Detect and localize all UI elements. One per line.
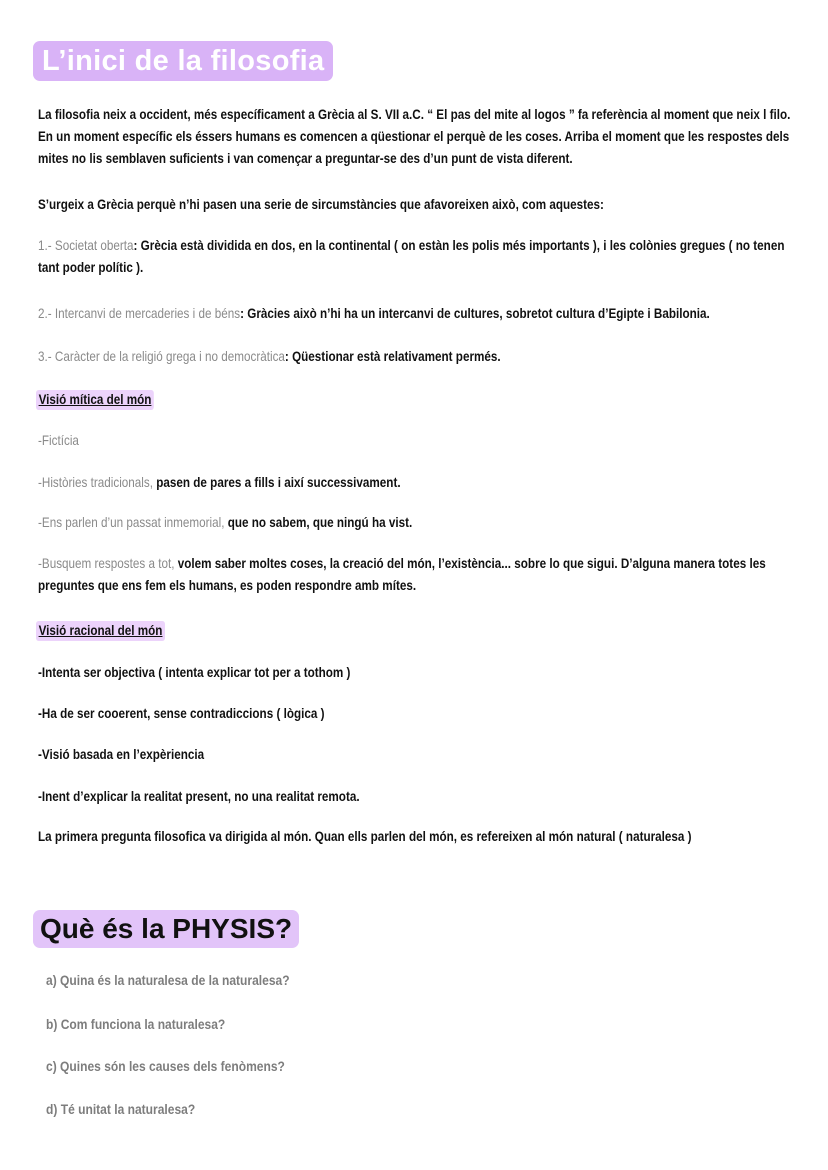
rational-item: -Ha de ser cooerent, sense contradiccions ( lògica )	[38, 706, 325, 721]
question-item: a) Quina és la naturalesa de la naturalesa?	[46, 972, 290, 988]
mythic-text: pasen de pares a fills i així successivament.	[152, 475, 401, 490]
circumstance-label: 2.- Intercanvi de mercaderies i de béns	[38, 306, 241, 321]
first-question-paragraph: La primera pregunta filosofica va dirigida al món. Quan ells parlen del món, es refereixen al món natural ( naturalesa )	[38, 829, 692, 844]
rational-item: -Inent d’explicar la realitat present, no una realitat remota.	[38, 789, 360, 804]
circumstance-text: : Grècia està dividida en dos, en la continental ( on estàn les polis més importants ), i les colònies gregues ( no tenen tant poder polític ).	[38, 238, 785, 275]
mythic-label: -Busquem respostes a tot,	[38, 556, 175, 571]
mythic-label: -Històries tradicionals,	[38, 475, 153, 490]
rational-heading: Visió racional del món	[36, 621, 165, 641]
mythic-heading: Visió mítica del món	[36, 390, 154, 410]
mythic-label: -Ens parlen d’un passat inmemorial,	[38, 515, 225, 530]
mythic-label: -Fictícia	[38, 433, 79, 448]
rational-item: -Intenta ser objectiva ( intenta explicar tot per a tothom )	[38, 665, 351, 680]
question-item: c) Quines són les causes dels fenòmens?	[46, 1058, 285, 1074]
intro-paragraph: La filosofia neix a occident, més específicament a Grècia al S. VII a.C. “ El pas del mite al logos ” fa referència al moment que neix l filo. En un moment específic els éssers humans es comencen a qüestionar el perquè de les coses. Arriba el moment que les respostes dels mites no lis semblaven suficients i van començar a preguntar-se des d’un punt de vista diferent.	[38, 107, 791, 166]
mythic-text: que no sabem, que ningú ha vist.	[224, 515, 413, 530]
rational-item: -Visió basada en l’expèriencia	[38, 747, 205, 762]
circumstance-label: 1.- Societat oberta	[38, 238, 134, 253]
circumstance-item	[38, 346, 798, 368]
question-item: b) Com funciona la naturalesa?	[46, 1016, 226, 1032]
circumstance-item	[38, 303, 798, 325]
mythic-text: volem saber moltes coses, la creació del món, l’existència... sobre lo que sigui. D’alguna manera totes les preguntes que ens fem els humans, es poden respondre amb mítes.	[38, 556, 766, 593]
mythic-item	[38, 430, 798, 452]
question-item: d) Té unitat la naturalesa?	[46, 1101, 196, 1117]
reason-paragraph: S’urgeix a Grècia perquè n’hi pasen una serie de sircumstàncies que afavoreixen això, com aquestes:	[38, 197, 604, 212]
circumstance-item	[38, 235, 798, 279]
section-title: Què és la PHYSIS?	[33, 910, 299, 948]
page-title: L’inici de la filosofia	[33, 41, 333, 81]
circumstance-label: 3.- Caràcter de la religió grega i no democràtica	[38, 349, 285, 364]
circumstance-text: : Gràcies això n’hi ha un intercanvi de cultures, sobretot cultura d’Egipte i Babilonia.	[240, 306, 710, 321]
circumstance-text: : Qüestionar està relativament permés.	[284, 349, 501, 364]
mythic-item	[38, 472, 798, 494]
mythic-item	[38, 512, 798, 534]
mythic-item	[38, 553, 798, 597]
